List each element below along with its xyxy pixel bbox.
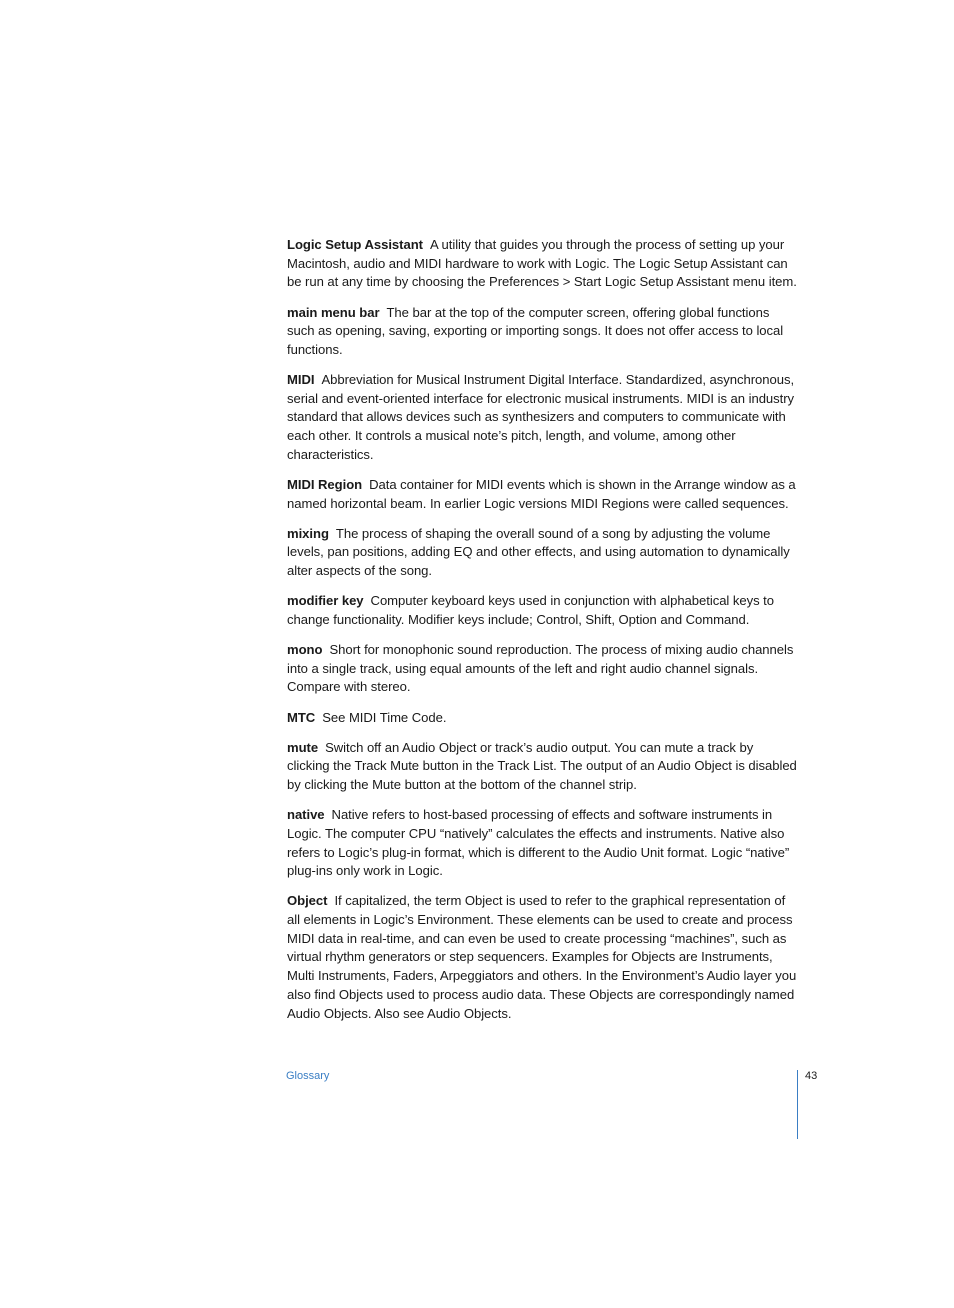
glossary-definition: A utility that guides you through the process of setting up your Macintosh, audio and MIDI hardware to work with Logic. The Logic Setup Assistant can be run at any time by choosing the Preferences > Start Logic Setup Assistant menu item. (287, 237, 797, 290)
glossary-entry (287, 236, 799, 292)
page-number: 43 (805, 1070, 818, 1082)
glossary-definition: Data container for MIDI events which is shown in the Arrange window as a named horizontal beam. In earlier Logic versions MIDI Regions were called sequences. (287, 476, 796, 511)
glossary-entry (287, 806, 799, 881)
glossary-definition: Switch off an Audio Object or track’s audio output. You can mute a track by clicking the Track Mute button in the Track List. The output of an Audio Object is disabled by clicking the Mute button at the bottom of the channel strip. (287, 739, 797, 792)
glossary-term: mute (287, 739, 319, 755)
glossary-term: MIDI (287, 372, 315, 387)
glossary-content (287, 236, 799, 1035)
glossary-entry (287, 592, 799, 629)
footer-section-title: Glossary (286, 1070, 330, 1082)
glossary-term: Object (287, 893, 328, 909)
glossary-entry (287, 525, 799, 581)
glossary-entry (287, 371, 799, 465)
glossary-term: MTC (287, 709, 316, 725)
glossary-term: modifier key (287, 593, 364, 609)
footer-divider (797, 1070, 798, 1139)
glossary-definition: Native refers to host-based processing of effects and software instruments in Logic. The computer CPU “natively” calculates the effects and instruments. Native also refers to Logic’s plug-in format, which is different to the Audio Unit format. Logic “native” plug-ins only work in Logic. (287, 807, 790, 879)
glossary-entry (287, 739, 799, 795)
glossary-term: native (287, 807, 325, 823)
glossary-entry (287, 304, 799, 360)
glossary-term: Logic Setup Assistant (287, 237, 423, 252)
glossary-entry (287, 476, 799, 513)
glossary-definition: If capitalized, the term Object is used to refer to the graphical representation of all elements in Logic’s Environment. These elements can be used to create and process MIDI data in real-time, and can even be used to create processing “machines”, such as virtual rhythm generators or step sequencers. Examples for Objects are Instruments, Multi Instruments, Faders, Arpeggiators and others. In the Environment’s Audio layer you also find Objects used to process audio data. These Objects are correspondingly named Audio Objects. Also see Audio Objects. (287, 893, 797, 1021)
glossary-term: mixing (287, 525, 329, 541)
glossary-definition: The bar at the top of the computer screen, offering global functions such as opening, saving, exporting or importing songs. It does not offer access to local functions. (287, 304, 784, 357)
glossary-term: mono (287, 642, 323, 657)
glossary-entry (287, 709, 799, 728)
glossary-term: main menu bar (287, 304, 380, 320)
glossary-definition: The process of shaping the overall sound of a song by adjusting the volume levels, pan positions, adding EQ and other effects, and using automation to dynamically alter aspects of the song. (287, 525, 790, 579)
glossary-definition: Short for monophonic sound reproduction. The process of mixing audio channels into a single track, using equal amounts of the left and right audio channel signals. Compare with stereo. (287, 642, 794, 695)
glossary-definition: Computer keyboard keys used in conjunction with alphabetical keys to change functionality. Modifier keys include; Control, Shift, Option and Command. (287, 593, 775, 627)
glossary-entry (287, 892, 799, 1023)
glossary-definition: Abbreviation for Musical Instrument Digital Interface. Standardized, asynchronous, serial and event-oriented interface for electronic musical instruments. MIDI is an industry standard that allows devices such as synthesizers and computers to communicate with each other. It controls a musical note’s pitch, length, and volume, among other characteristics. (287, 372, 795, 462)
glossary-definition: See MIDI Time Code. (322, 709, 447, 725)
glossary-term: MIDI Region (287, 476, 363, 492)
glossary-entry (287, 641, 799, 697)
